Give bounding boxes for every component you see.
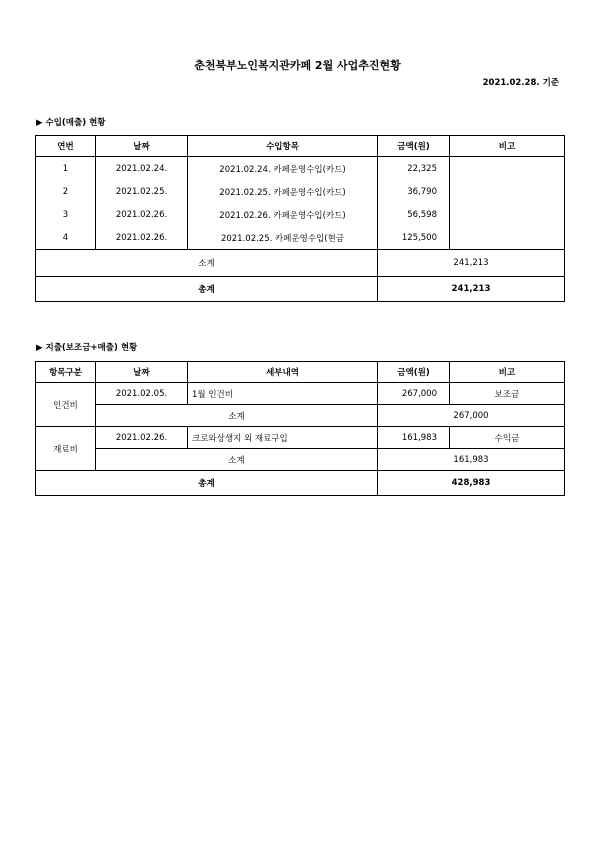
row-date: 2021.02.25. xyxy=(96,180,188,203)
subtotal-value: 267,000 xyxy=(378,405,565,427)
subtotal-value: 161,983 xyxy=(378,449,565,471)
row-date: 2021.02.26. xyxy=(96,226,188,250)
header-item: 수입항목 xyxy=(188,136,378,157)
table-row xyxy=(36,427,565,449)
row-item: 2021.02.26. 카페운영수입(카드) xyxy=(188,203,378,226)
row-detail: 크로와상생지 외 재료구입 xyxy=(188,427,378,449)
subtotal-label: 소계 xyxy=(36,250,378,277)
row-category: 인건비 xyxy=(36,383,96,427)
total-value: 428,983 xyxy=(378,471,565,496)
total-label: 총계 xyxy=(36,277,378,302)
header-detail: 세부내역 xyxy=(188,362,378,383)
subtotal-label: 소계 xyxy=(96,405,378,427)
income-header-row xyxy=(36,136,565,157)
row-date: 2021.02.24. xyxy=(96,157,188,181)
row-item: 2021.02.25. 카페운영수입(현금 xyxy=(188,226,378,250)
row-note xyxy=(450,226,565,250)
row-date: 2021.02.05. xyxy=(96,383,188,405)
table-row xyxy=(36,157,565,181)
expense-subtotal-row xyxy=(36,449,565,471)
row-date: 2021.02.26. xyxy=(96,427,188,449)
header-note: 비고 xyxy=(450,362,565,383)
header-amount: 금액(원) xyxy=(378,136,450,157)
row-item: 2021.02.24. 카페운영수입(카드) xyxy=(188,157,378,181)
row-item: 2021.02.25. 카페운영수입(카드) xyxy=(188,180,378,203)
row-no: 2 xyxy=(36,180,96,203)
total-label: 총계 xyxy=(36,471,378,496)
row-note: 수익금 xyxy=(450,427,565,449)
row-amount: 22,325 xyxy=(378,157,450,181)
expense-section-title: ▶ 지출(보조금+매출) 현황 xyxy=(36,343,138,353)
total-value: 241,213 xyxy=(378,277,565,302)
row-no: 1 xyxy=(36,157,96,181)
header-date: 날짜 xyxy=(96,362,188,383)
subtotal-label: 소계 xyxy=(96,449,378,471)
expense-header-row xyxy=(36,362,565,383)
row-detail: 1월 인건비 xyxy=(188,383,378,405)
header-category: 항목구분 xyxy=(36,362,96,383)
header-no: 연번 xyxy=(36,136,96,157)
header-note: 비고 xyxy=(450,136,565,157)
row-amount: 161,983 xyxy=(378,427,450,449)
table-row xyxy=(36,180,565,203)
income-total-row xyxy=(36,277,565,302)
subtotal-value: 241,213 xyxy=(378,250,565,277)
row-note xyxy=(450,157,565,181)
expense-subtotal-row xyxy=(36,405,565,427)
row-note: 보조금 xyxy=(450,383,565,405)
row-no: 3 xyxy=(36,203,96,226)
row-amount: 56,598 xyxy=(378,203,450,226)
row-amount: 36,790 xyxy=(378,180,450,203)
row-category: 재료비 xyxy=(36,427,96,471)
income-subtotal-row xyxy=(36,250,565,277)
table-row xyxy=(36,203,565,226)
table-row xyxy=(36,383,565,405)
row-note xyxy=(450,180,565,203)
as-of-date: 2021.02.28. 기준 xyxy=(482,78,559,88)
income-table xyxy=(35,135,565,302)
document-title: 춘천북부노인복지관카페 2월 사업추진현황 xyxy=(194,59,401,72)
expense-total-row xyxy=(36,471,565,496)
table-row xyxy=(36,226,565,250)
income-section-title: ▶ 수입(매출) 현황 xyxy=(36,118,106,128)
header-amount: 금액(원) xyxy=(378,362,450,383)
row-amount: 125,500 xyxy=(378,226,450,250)
row-date: 2021.02.26. xyxy=(96,203,188,226)
row-no: 4 xyxy=(36,226,96,250)
header-date: 날짜 xyxy=(96,136,188,157)
expense-table xyxy=(35,361,565,496)
row-note xyxy=(450,203,565,226)
row-amount: 267,000 xyxy=(378,383,450,405)
